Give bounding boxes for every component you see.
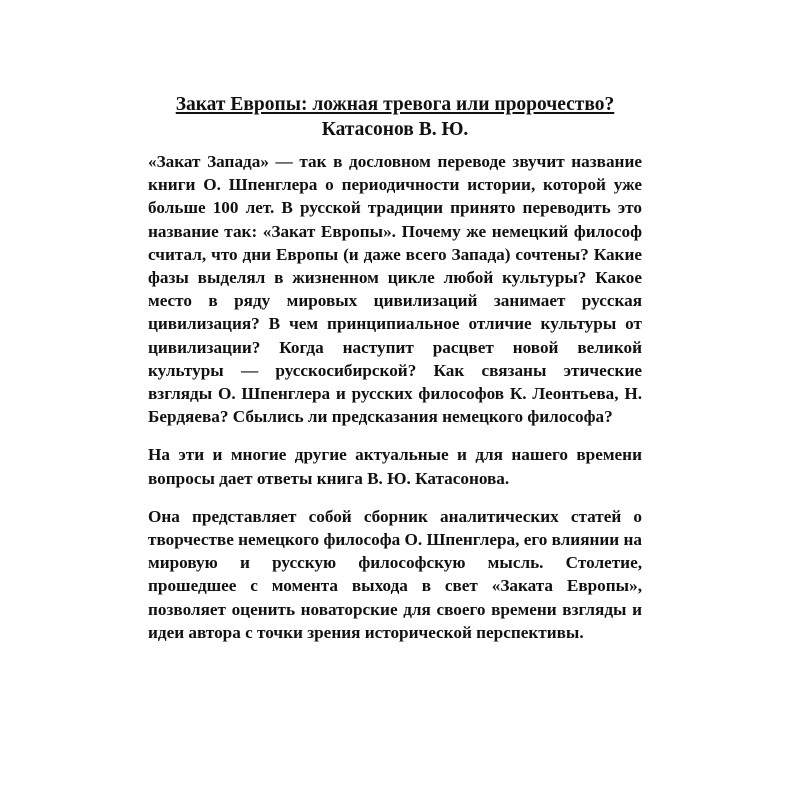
book-title-heading — [148, 92, 642, 142]
description-body — [148, 150, 642, 644]
paragraph-answers: На эти и многие другие актуальные и для нашего времени вопросы дает ответы книга В. Ю. Катасонова. — [148, 445, 642, 488]
book-author: Катасонов В. Ю. — [321, 119, 469, 140]
book-title: Закат Европы: ложная тревога или пророчество? — [175, 94, 615, 115]
paragraph-summary: Она представляет собой сборник аналитических статей о творчестве немецкого философа О. Шпенглера, его влиянии на мировую и русскую философскую мысль. Столетие, прошедшее с момента выхода в свет «Заката Европы», позволяет оценить новаторские для своего времени взгляды и идеи автора с точки зрения исторической перспективы. — [148, 506, 643, 642]
book-description-page — [148, 92, 642, 659]
paragraph-intro: «Закат Запада» — так в дословном переводе звучит название книги О. Шпенглера о периодичности истории, которой уже больше 100 лет. В русской традиции принято переводить это название так: «Закат Европы». Почему же немецкий философ считал, что дни Европы (и даже всего Запада) сочтены? Какие фазы выделял в жизненном цикле любой культуры? Какое место в ряду мировых цивилизаций занимает русская цивилизация? В чем принципиальное отличие культуры от цивилизации? Когда наступит расцвет новой великой культуры — русскосибирской? Как связаны этические взгляды О. Шпенглера и русских философов К. Леонтьева, Н. Бердяева? Сбылись ли предсказания немецкого философа? — [148, 152, 642, 427]
